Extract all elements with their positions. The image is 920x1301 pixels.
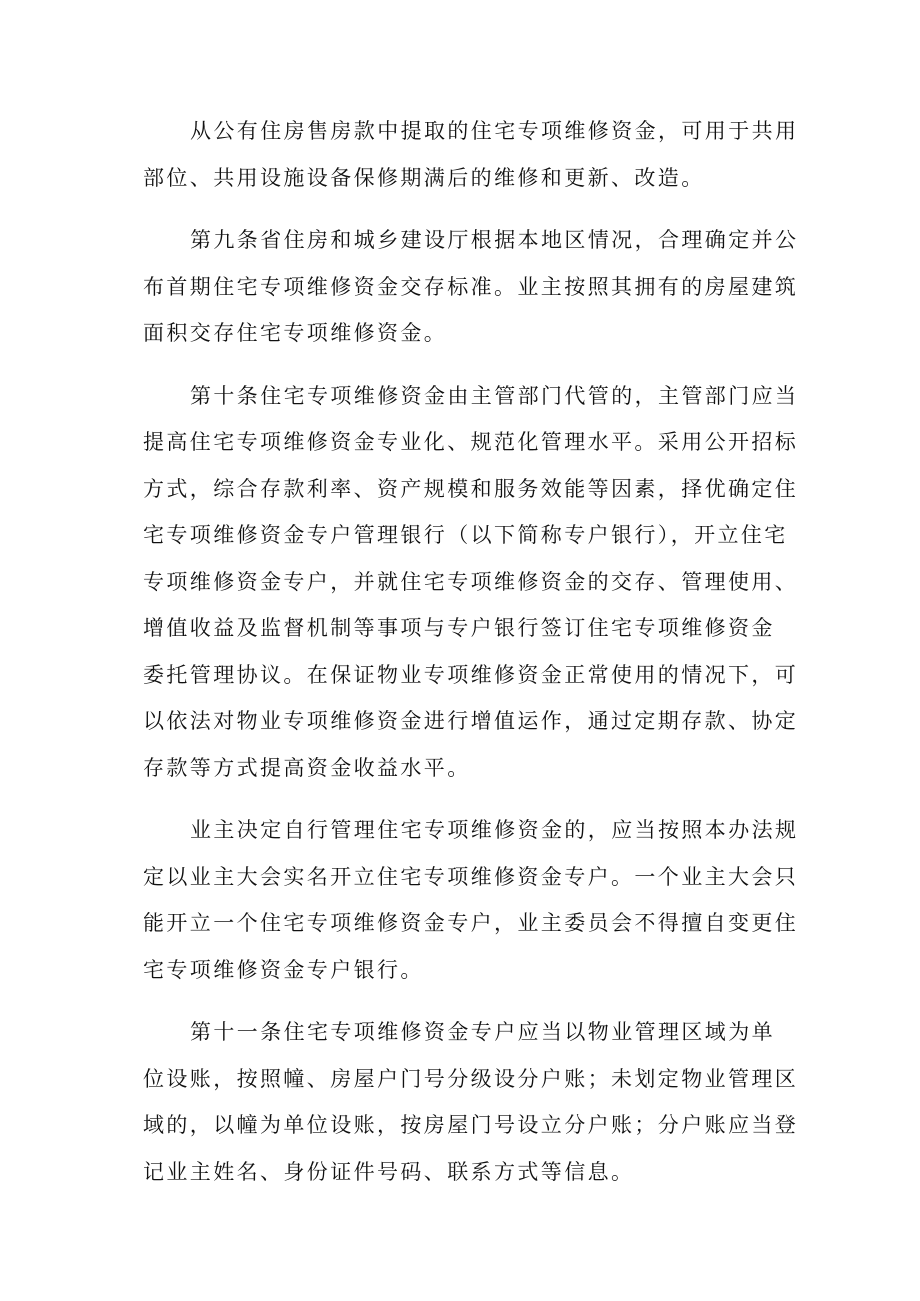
document-body	[143, 108, 799, 1195]
text-line: 位设账，按照幢、房屋户门号分级设分户账；未划定物业管理区	[143, 1066, 799, 1091]
text-line: 面积交存住宅专项维修资金。	[143, 321, 448, 345]
text-line: 方式，综合存款利率、资产规模和服务效能等因素，择优确定住	[143, 476, 799, 501]
text-line: 以依法对物业专项维修资金进行增值运作，通过定期存款、协定	[143, 709, 799, 733]
text-line: 定以业主大会实名开立住宅专项维修资金专户。一个业主大会只	[143, 864, 799, 889]
text-line: 第十一条住宅专项维修资金专户应当以物业管理区域为单	[190, 1020, 775, 1044]
paragraph-3	[143, 373, 799, 792]
text-line: 域的，以幢为单位设账，按房屋门号设立分户账；分户账应当登	[143, 1113, 799, 1137]
text-line: 部位、共用设施设备保修期满后的维修和更新、改造。	[143, 165, 705, 190]
text-line: 记业主姓名、身份证件号码、联系方式等信息。	[143, 1159, 635, 1184]
text-line: 增值收益及监督机制等事项与专户银行签订住宅专项维修资金	[143, 616, 775, 640]
paragraph-1	[143, 108, 799, 201]
text-line: 能开立一个住宅专项维修资金专户，业主委员会不得擅自变更住	[143, 911, 799, 935]
text-line: 布首期住宅专项维修资金交存标准。业主按照其拥有的房屋建筑	[143, 274, 799, 299]
text-line: 第十条住宅专项维修资金由主管部门代管的，主管部门应当	[190, 383, 799, 408]
text-line: 宅专项维修资金专户银行。	[143, 957, 424, 982]
text-line: 第九条省住房和城乡建设厅根据本地区情况，合理确定并公	[190, 228, 799, 252]
text-line: 专项维修资金专户，并就住宅专项维修资金的交存、管理使用、	[143, 569, 799, 594]
text-line: 委托管理协议。在保证物业专项维修资金正常使用的情况下，可	[143, 662, 799, 687]
text-line: 业主决定自行管理住宅专项维修资金的，应当按照本办法规	[190, 818, 799, 842]
text-line: 从公有住房售房款中提取的住宅专项维修资金，可用于共用	[190, 119, 799, 143]
paragraph-5	[143, 1009, 799, 1195]
text-line: 提高住宅专项维修资金专业化、规范化管理水平。采用公开招标	[143, 430, 799, 454]
paragraph-2	[143, 217, 799, 357]
text-line: 存款等方式提高资金收益水平。	[143, 755, 471, 780]
text-line: 宅专项维修资金专户管理银行（以下简称专户银行），开立住宅	[143, 523, 788, 547]
paragraph-4	[143, 807, 799, 993]
